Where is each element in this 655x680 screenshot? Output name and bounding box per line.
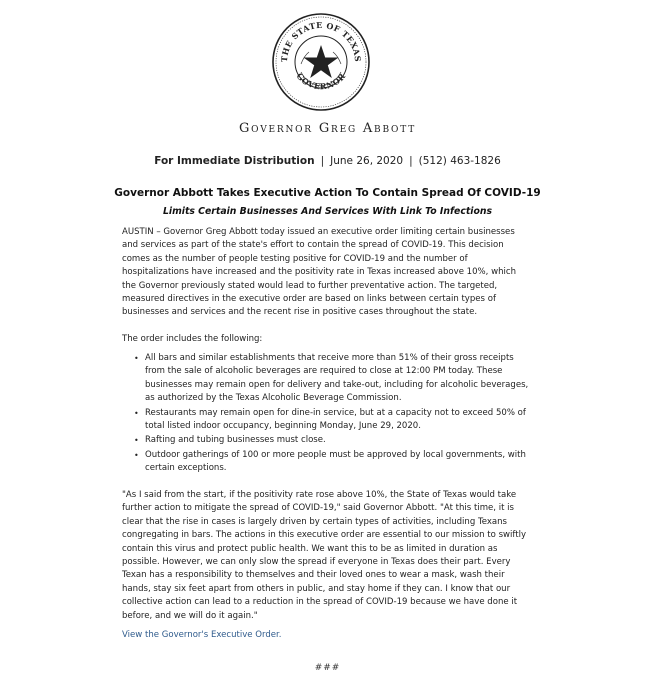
list-item-text: Outdoor gatherings of 100 or more people must be approved by local governments, with certain exceptions. bbox=[145, 449, 526, 474]
divider: | bbox=[320, 155, 325, 167]
list-item bbox=[134, 407, 535, 434]
distribution-line bbox=[0, 155, 655, 167]
list-item bbox=[134, 434, 535, 447]
lead-paragraph: AUSTIN – Governor Greg Abbott today issued an executive order limiting certain businesses and services as part of the state's effort to contain the spread of COVID-19. This decision comes as the number of people testing positive for COVID-19 and the number of hospitalizations have increased and the positivity rate in Texas increased above 10%, which the Governor previously stated would lead to further preventative action. The targeted, measured directives in the executive order are based on links between certain types of businesses and services and the recent rise in positive cases throughout the state. bbox=[122, 227, 517, 318]
distribution-label: For Immediate Distribution bbox=[154, 155, 315, 167]
list-item-text: Rafting and tubing businesses must close. bbox=[145, 435, 326, 446]
intro-paragraph: The order includes the following: bbox=[122, 334, 263, 344]
release-headline: Governor Abbott Takes Executive Action To Contain Spread Of COVID-19 bbox=[114, 187, 541, 199]
order-list bbox=[134, 352, 535, 477]
star-seal-icon bbox=[271, 12, 371, 112]
list-item bbox=[134, 352, 535, 406]
bullet-icon: • bbox=[134, 354, 139, 363]
quote-paragraph: "As I said from the start, if the positivity rate rose above 10%, the State of Texas would take further action to mitigate the spread of COVID-19," said Governor Abbott. "At this time, it is clear that the rise in cases is largely driven by certain types of activities, including Texans congregating in bars. The actions in this executive order are essential to our mission to swiftly contain this virus and protect public health. We want this to be as limited in duration as possible. However, we can only slow the spread if everyone in Texas does their part. Every Texan has a responsibility to themselves and their loved ones to wear a mask, wash their hands, stay six feet apart from others in public, and stay home if they can. I know that our collective action can lead to a reduction in the spread of COVID-19 because we have done it before, and we will do it again." bbox=[122, 490, 527, 621]
contact-phone: (512) 463-1826 bbox=[418, 155, 501, 167]
end-mark: ### bbox=[314, 663, 341, 673]
seal-top-text: THE STATE OF TEXAS bbox=[278, 19, 364, 63]
bullet-icon: • bbox=[134, 436, 139, 446]
bullet-icon: • bbox=[134, 450, 139, 460]
list-item bbox=[134, 449, 535, 476]
divider: | bbox=[409, 155, 413, 167]
list-item-text: Restaurants may remain open for dine-in service, but at a capacity not to exceed 50% of total listed indoor occupancy, beginning Monday, June 29, 2020. bbox=[145, 407, 526, 432]
office-title: Governor Greg Abbott bbox=[239, 121, 416, 136]
list-item-text: All bars and similar establishments that receive more than 51% of their gross receipts from the sale of alcoholic beverages are required to close at 12:00 PM today. These businesses may remain open for delivery and take-out, including for alcoholic beverages, as authorized by the Texas Alcoholic Beverage Commission. bbox=[145, 353, 529, 404]
release-date: June 26, 2020 bbox=[330, 155, 404, 167]
release-subheadline: Limits Certain Businesses And Services With Link To Infections bbox=[162, 206, 493, 217]
executive-order-link[interactable]: View the Governor's Executive Order. bbox=[122, 630, 282, 640]
seal-bottom-text: GOVERNOR bbox=[294, 70, 348, 92]
bullet-icon: • bbox=[134, 408, 139, 418]
